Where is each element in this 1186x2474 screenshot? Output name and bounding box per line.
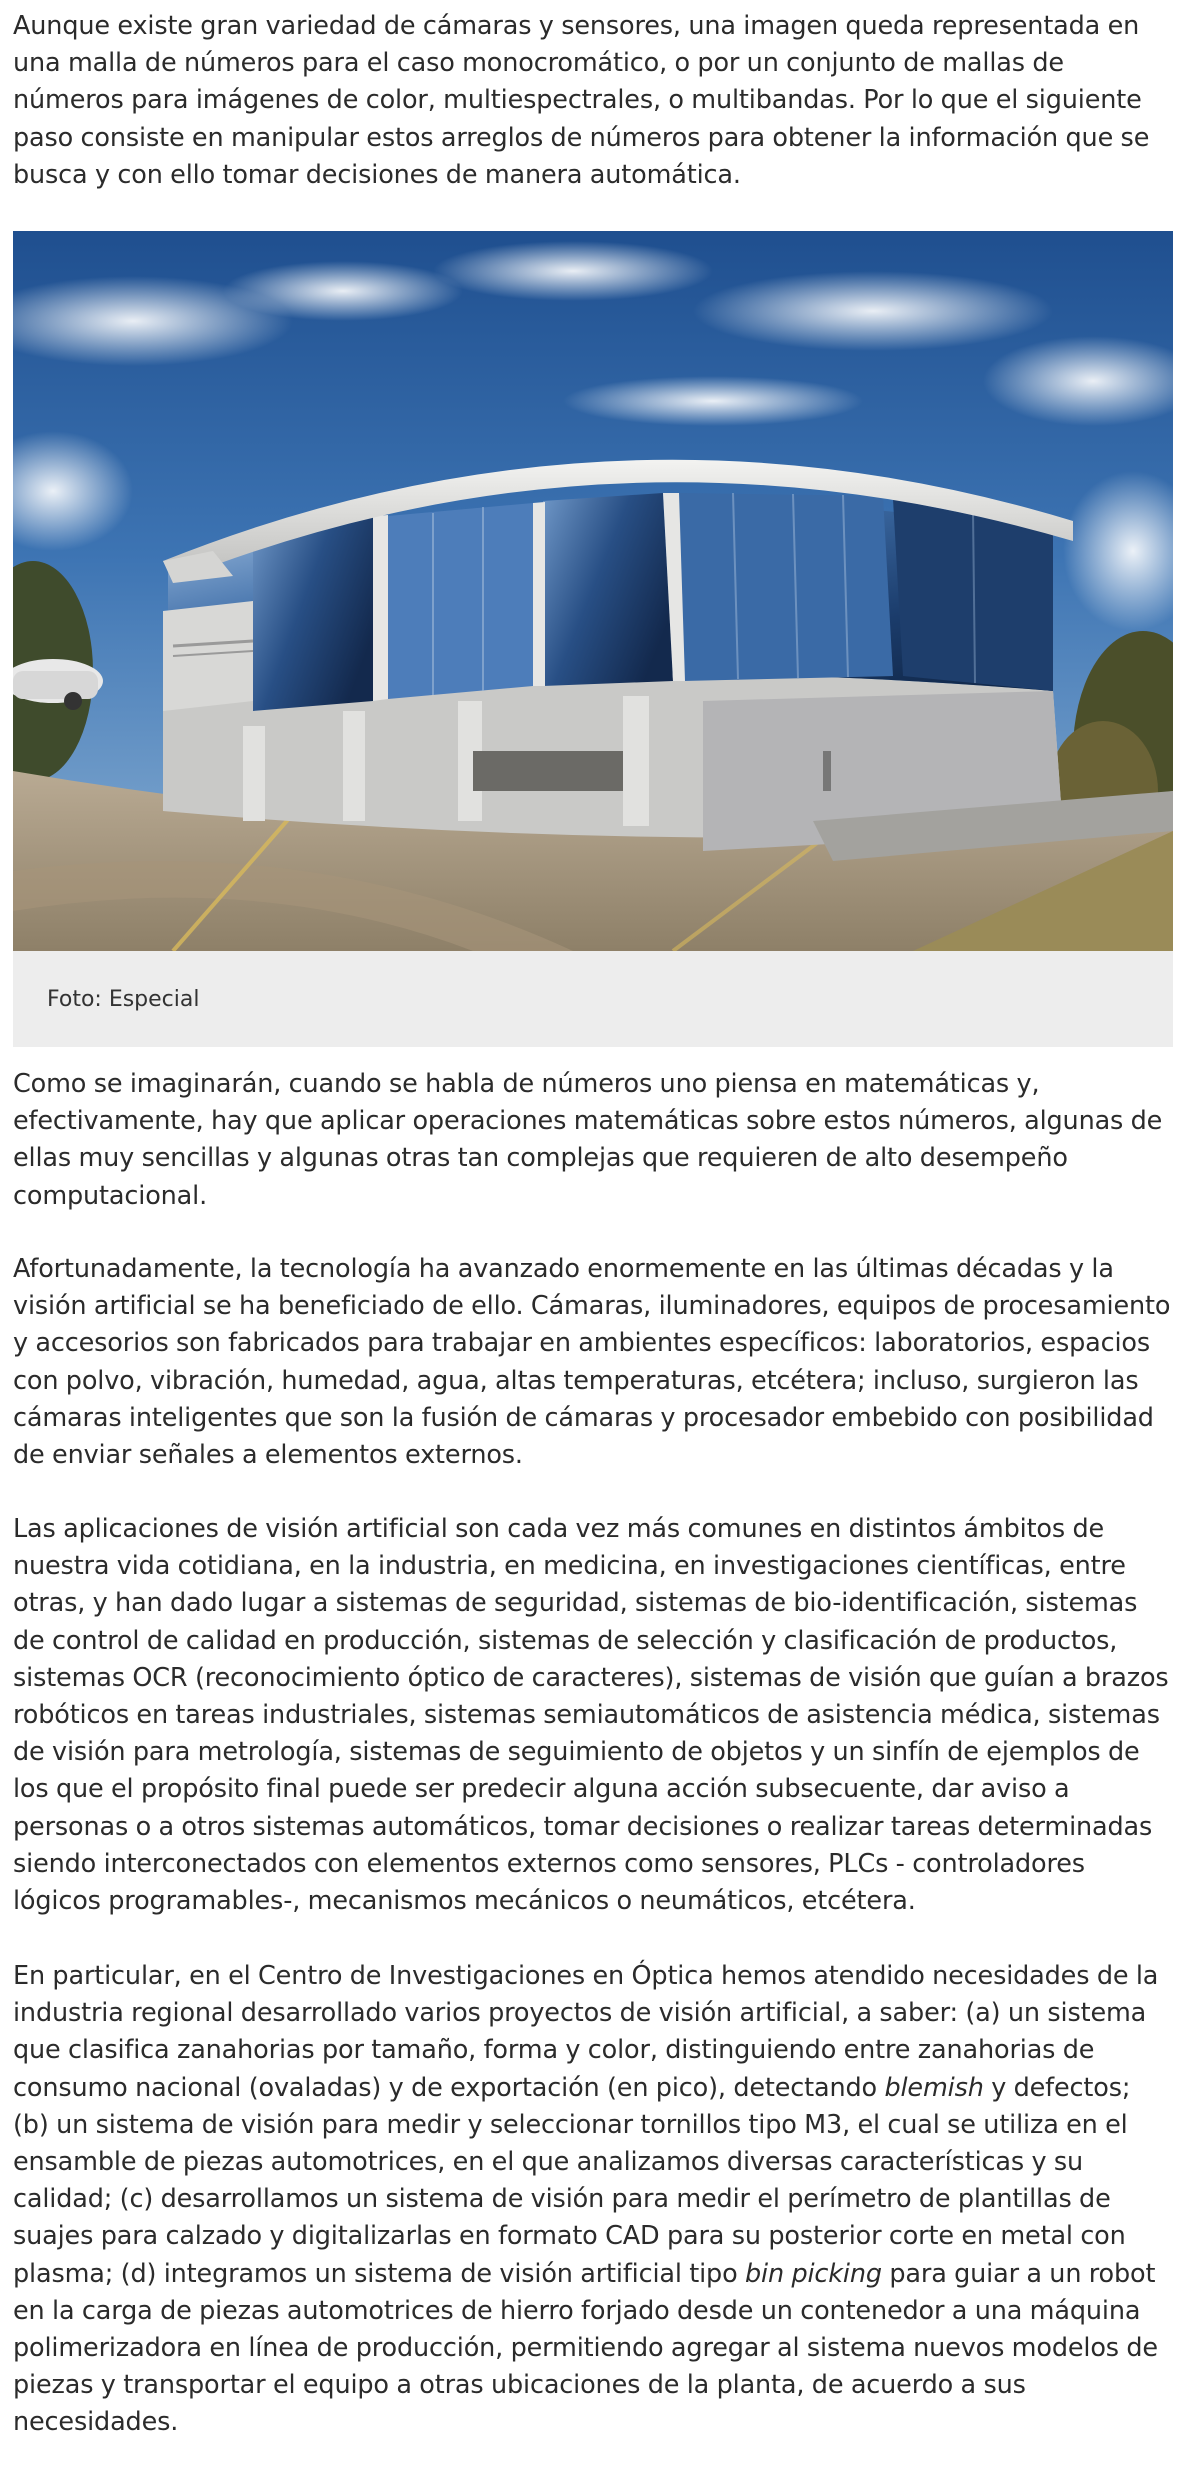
article-figure bbox=[13, 231, 1173, 1047]
paragraph-1: Aunque existe gran variedad de cámaras y sensores, una imagen queda representada en una malla de números para el caso monocromático, o por un conjunto de mallas de números para imágenes de color, multiespectrales, o multibandas. Por lo que el siguiente paso consiste en manipular estos arreglos de números para obtener la información que se busca y con ello tomar decisiones de manera automática. bbox=[13, 11, 1150, 190]
term-bin-picking: bin picking bbox=[745, 2258, 882, 2289]
paragraph-3: Afortunadamente, la tecnología ha avanzado enormemente en las últimas décadas y la visión artificial se ha beneficiado de ello. Cámaras, iluminadores, equipos de procesamiento y accesorios son fabricados para trabajar en ambientes específicos: laboratorios, espacios con polvo, vibración, humedad, agua, altas temperaturas, etcétera; incluso, surgieron las cámaras inteligentes que son la fusión de cámaras y procesador embebido con posibilidad de enviar señales a elementos externos. bbox=[13, 1254, 1171, 1471]
term-blemish: blemish bbox=[884, 2072, 984, 2103]
paragraph-5-part-b: y defectos; (b) un sistema de visión para medir y seleccionar tornillos tipo M3, el cual se utiliza en el ensamble de piezas automotrices, en el que analizamos diversas características y su calidad; (c) desarrollamos un sistema de visión para medir el perímetro de plantillas de suajes para calzado y digitalizarlas en formato CAD para su posterior corte en metal con plasma; (d) integramos un sistema de visión artificial tipo bbox=[13, 2072, 1131, 2289]
paragraph-5-part-c: para guiar a un robot en la carga de piezas automotrices de hierro forjado desde un contenedor a una máquina polimerizadora en línea de producción, permitiendo agregar al sistema nuevos modelos de piezas y transportar el equipo a otras ubicaciones de la planta, de acuerdo a sus necesidades. bbox=[13, 2258, 1158, 2438]
building-photo bbox=[13, 231, 1173, 951]
paragraph-2: Como se imaginarán, cuando se habla de números uno piensa en matemáticas y, efectivamente, hay que aplicar operaciones matemáticas sobre estos números, algunas de ellas muy sencillas y algunas otras tan complejas que requieren de alto desempeño computacional. bbox=[13, 1069, 1163, 1211]
paragraph-5-part-a: En particular, en el Centro de Investigaciones en Óptica hemos atendido necesidades de la industria regional desarrollado varios proyectos de visión artificial, a saber: (a) un sistema que clasifica zanahorias por tamaño, forma y color, distinguiendo entre zanahorias de consumo nacional (ovaladas) y de exportación (en pico), detectando bbox=[13, 1961, 1159, 2103]
paragraph-5 bbox=[13, 1958, 1173, 2442]
paragraph-4: Las aplicaciones de visión artificial son cada vez más comunes en distintos ámbitos de nuestra vida cotidiana, en la industria, en medicina, en investigaciones científicas, entre otras, y han dado lugar a sistemas de seguridad, sistemas de bio-identificación, sistemas de control de calidad en producción, sistemas de selección y clasificación de productos, sistemas OCR (reconocimiento óptico de caracteres), sistemas de visión que guían a brazos robóticos en tareas industriales, sistemas semiautomáticos de asistencia médica, sistemas de visión para metrología, sistemas de seguimiento de objetos y un sinfín de ejemplos de los que el propósito final puede ser predecir alguna acción subsecuente, dar aviso a personas o a otros sistemas automáticos, tomar decisiones o realizar tareas determinadas siendo interconectados con elementos externos como sensores, PLCs - controladores lógicos programables-, mecanismos mecánicos o neumáticos, etcétera. bbox=[13, 1514, 1169, 1917]
photo-caption: Foto: Especial bbox=[47, 987, 200, 1012]
